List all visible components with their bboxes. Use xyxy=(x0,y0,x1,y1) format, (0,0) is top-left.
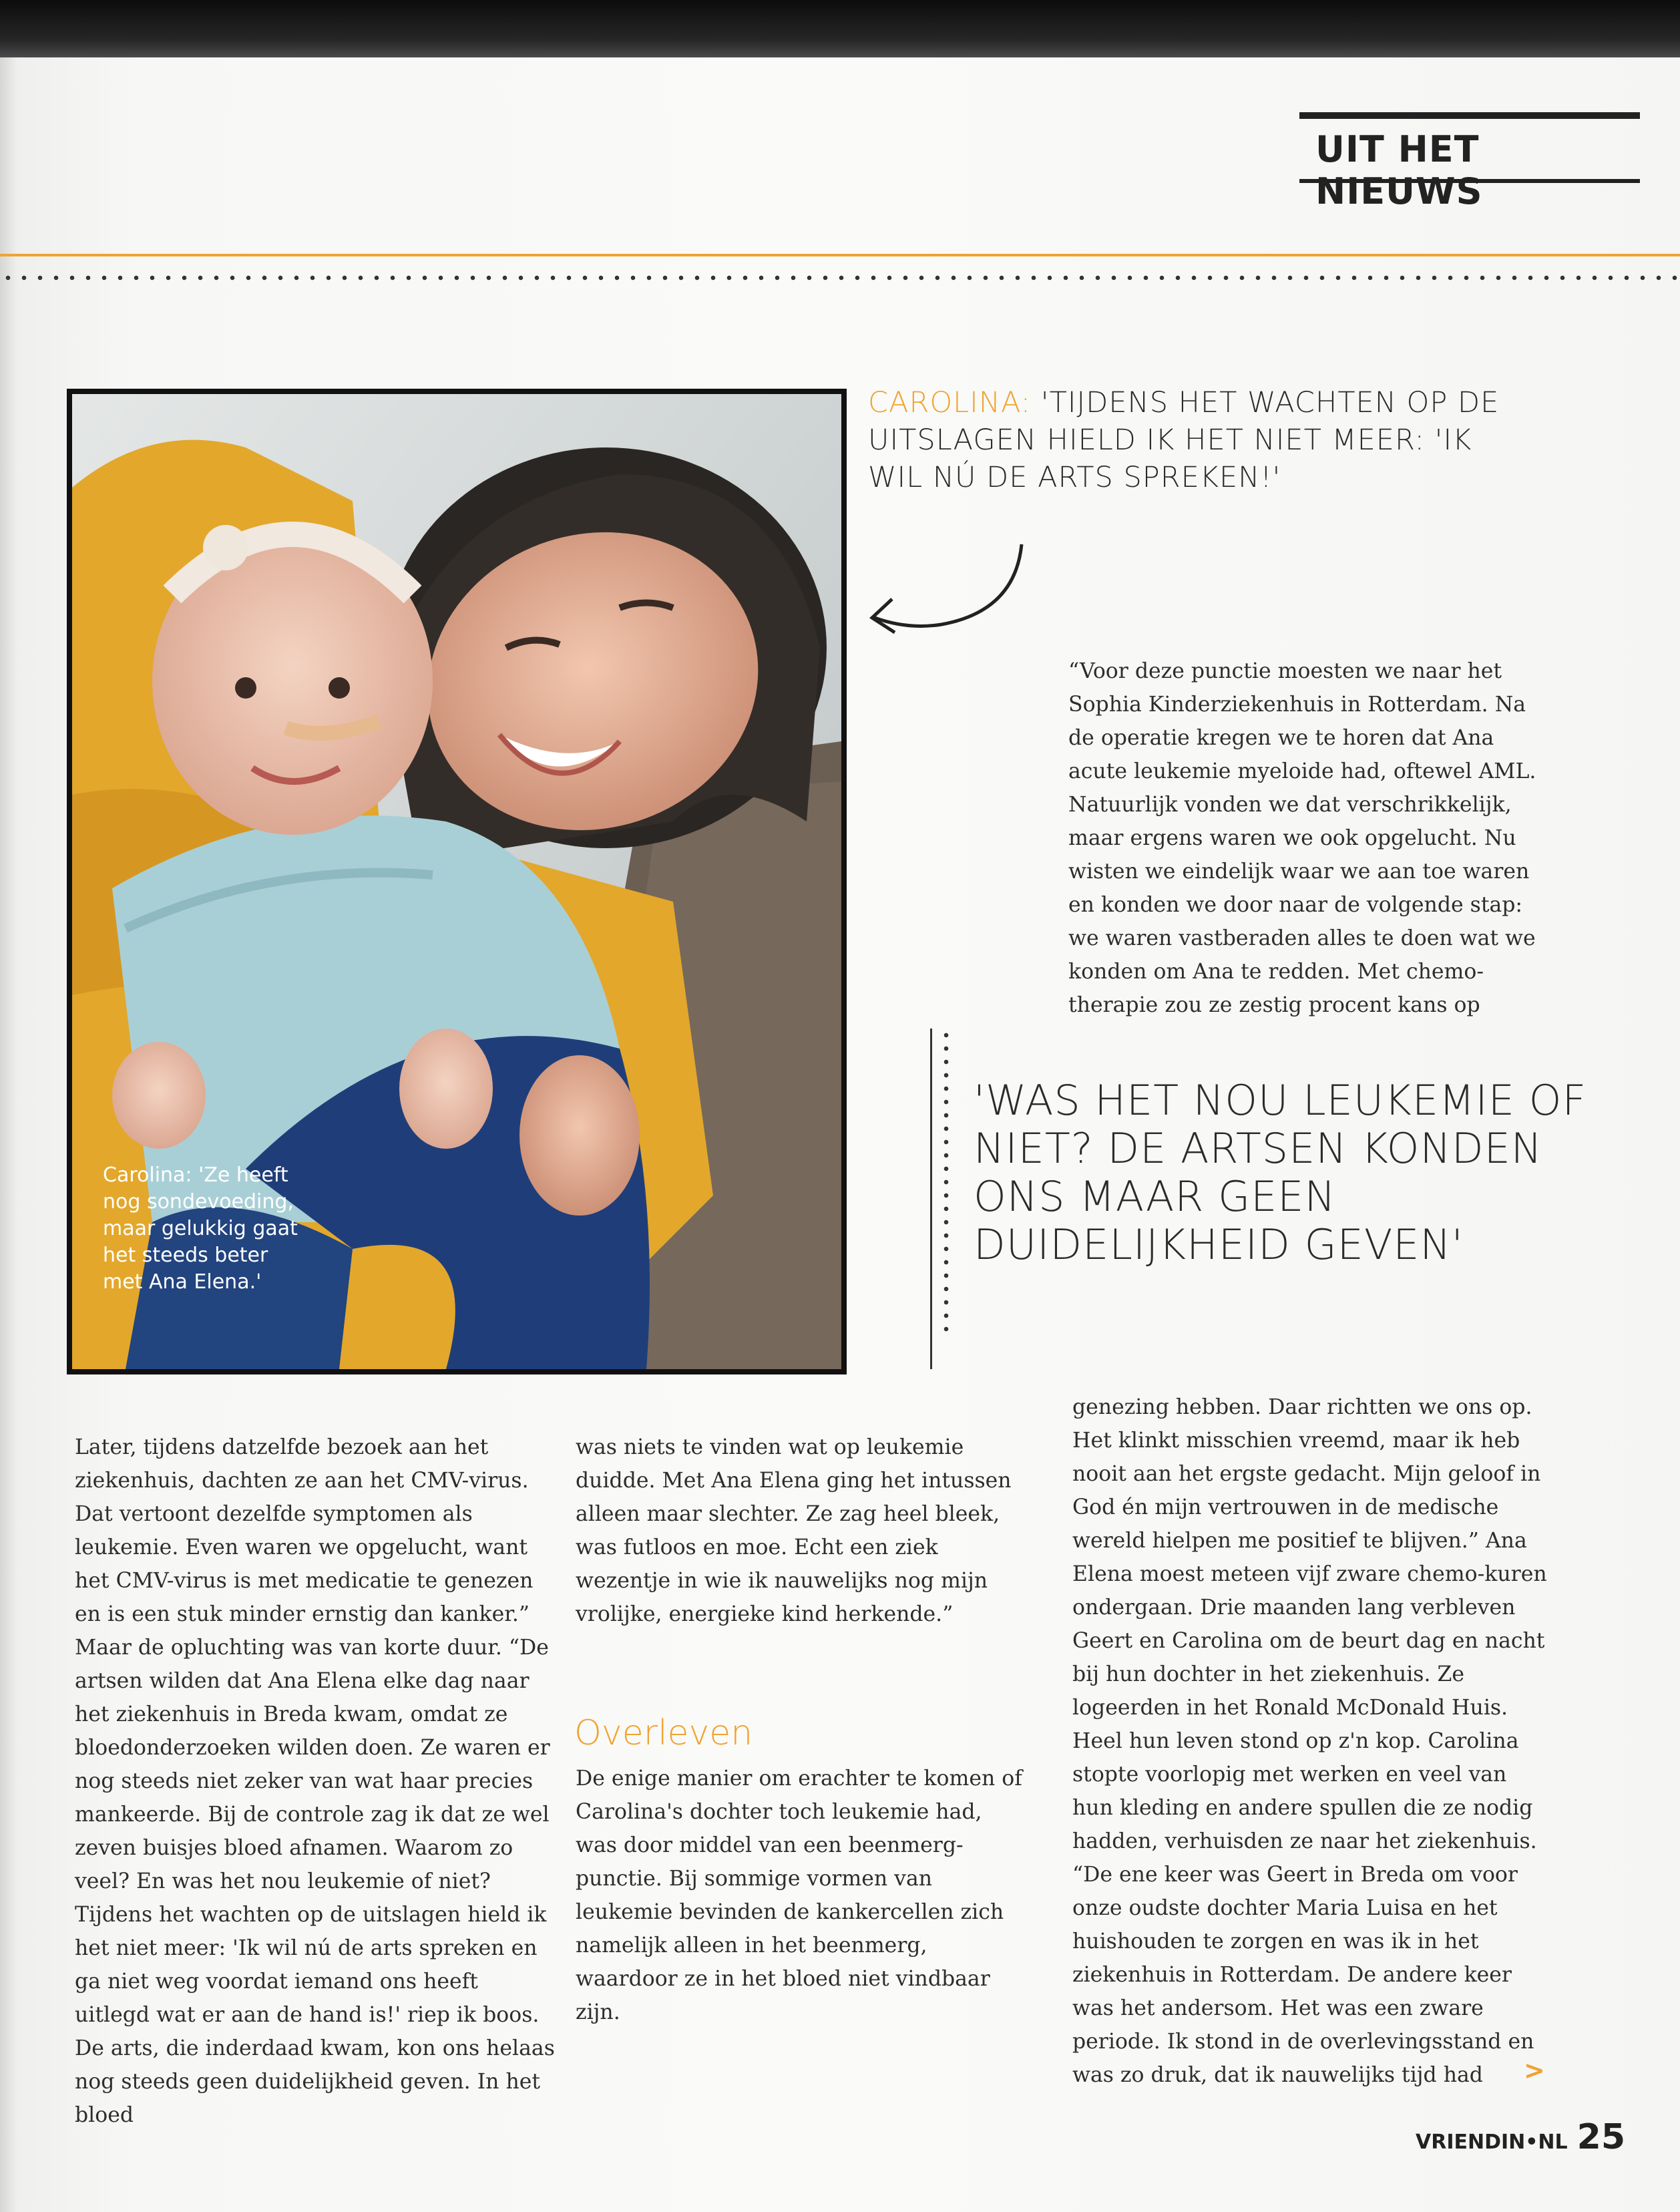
page-number: 25 xyxy=(1577,2117,1626,2157)
subhead: Overleven xyxy=(574,1713,753,1753)
scan-dark-edge xyxy=(0,0,1680,57)
dotted-divider xyxy=(0,254,1680,283)
body-column-2-bottom: De enige manier om erachter te komen of Carolina's dochter toch leukemie had, was door middel van een beenmerg-punctie. Bij sommige vormen van leukemie bevinden de kankercellen zich namelijk alleen in het beenmerg, waardoor ze in het bloed niet vindbaar zijn. xyxy=(576,1767,1022,2024)
pullquote-speaker: CAROLINA: xyxy=(868,386,1032,419)
orange-rule xyxy=(0,254,1680,256)
continue-arrow-icon: > xyxy=(1524,2056,1545,2085)
quote-dotted-rule xyxy=(943,1029,950,1336)
pullquote-top xyxy=(868,384,1509,496)
body-column-right-top: “Voor deze punctie moesten we naar het Sophia Kinderziekenhuis in Rotterdam. Na de operatie kregen we te horen dat Ana acute leukemie myeloide had, oftewel AML. Natuurlijk vonden we dat verschrikkelijk, maar ergens waren we ook opgelucht. Nu wisten we eindelijk waar we aan toe waren en konden we door naar de volgende stap: we waren vastberaden alles te doen wat we konden om Ana te redden. Met chemo-therapie zou ze zestig procent kans op xyxy=(1068,659,1536,1017)
pullquote-middle: 'WAS HET NOU LEUKEMIE OF NIET? DE ARTSEN KONDEN ONS MAAR GEEN DUIDELIJKHEID GEVEN' xyxy=(974,1076,1587,1269)
body-column-2-top: was niets te vinden wat op leukemie duidde. Met Ana Elena ging het intussen alleen maar slechter. Ze zag heel bleek, was futloos en moe. Echt een ziek wezentje in wie ik nauwelijks nog mijn vrolijke, energieke kind herkende.” xyxy=(576,1435,1012,1626)
dotted-line xyxy=(0,274,1680,282)
body-column-right-bottom: genezing hebben. Daar richtten we ons op. Het klinkt misschien vreemd, maar ik heb nooit aan het ergste gedacht. Mijn geloof in God én mijn vertrouwen in de medische wereld hielpen me positief te blijven.” Ana Elena moest meteen vijf zware chemo-kuren ondergaan. Drie maanden lang verbleven Geert en Carolina om de beurt dag en nacht bij hun dochter in het ziekenhuis. Ze logeerden in het Ronald McDonald Huis. Heel hun leven stond op z'n kop. Carolina stopte voorlopig met werken en veel van hun kleding en andere spullen die ze nodig hadden, verhuisden ze naar het ziekenhuis. “De ene keer was Geert in Breda om voor onze oudste dochter Maria Luisa en het huishouden te zorgen en was ik in het ziekenhuis in Rotterdam. De andere keer was het andersom. Het was een zware periode. Ik stond in de overlevingsstand en was zo druk, dat ik nauwelijks tijd had xyxy=(1072,1395,1547,2087)
mother-baby-photo xyxy=(67,389,847,1374)
quote-rule xyxy=(930,1029,932,1369)
footer-site: VRIENDIN•NL xyxy=(1416,2131,1568,2154)
page-footer xyxy=(1416,2117,1625,2157)
body-column-1: Later, tijdens datzelfde bezoek aan het ziekenhuis, dachten ze aan het CMV-virus. Dat vertoont dezelfde symptomen als leukemie. Even waren we opgelucht, want het CMV-virus is met medicatie te genezen en is een stuk minder ernstig dan kanker.” Maar de opluchting was van korte duur. “De artsen wilden dat Ana Elena elke dag naar het ziekenhuis in Breda kwam, omdat ze bloedonderzoeken wilden doen. Ze waren er nog steeds niet zeker van wat haar precies mankeerde. Bij de controle zag ik dat ze wel zeven buisjes bloed afnamen. Waarom zo veel? En was het nou leukemie of niet? Tijdens het wachten op de uitslagen hield ik het niet meer: 'Ik wil nú de arts spreken en ga niet weg voordat iemand ons heeft uitlegd wat er aan de hand is!' riep ik boos. De arts, die inderdaad kwam, kon ons helaas nog steeds geen duidelijkheid geven. In het bloed xyxy=(75,1435,555,2127)
photo-caption: Carolina: 'Ze heeft nog sondevoeding, maar gelukkig gaat het steeds beter met Ana Elena.' xyxy=(103,1163,298,1294)
pullquote-top-text: 'TIJDENS HET WACHTEN OP DE UITSLAGEN HIELD IK HET NIET MEER: 'IK WIL NÚ DE ARTS SPREKEN!' xyxy=(868,386,1500,494)
section-label xyxy=(1299,112,1640,212)
section-label-text: UIT HET NIEUWS xyxy=(1315,128,1483,212)
curved-arrow-icon xyxy=(861,538,1035,651)
spine-shadow xyxy=(0,57,17,2212)
